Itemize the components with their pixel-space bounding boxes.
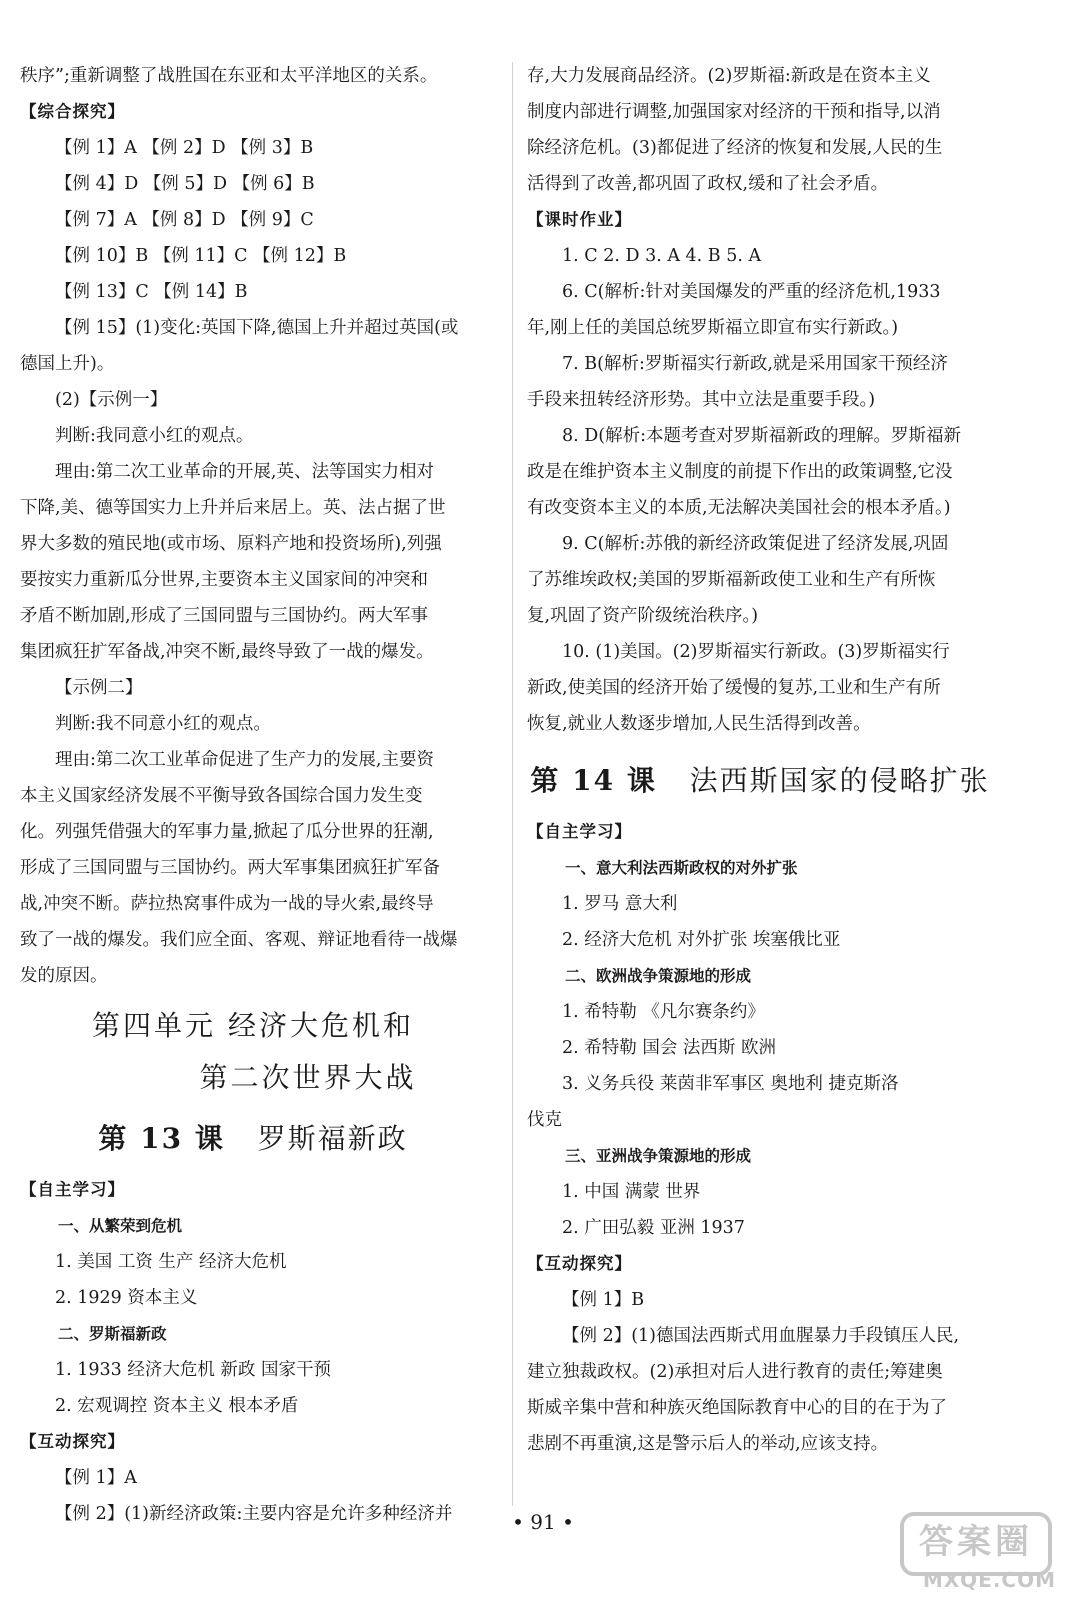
section-heading: 【自主学习】: [527, 822, 632, 841]
text-line: 集团疯狂扩军备战,冲突不断,最终导致了一战的爆发。: [20, 642, 434, 662]
answer-line: 3. 义务兵役 莱茵非军事区 奥地利 捷克斯洛: [562, 1074, 899, 1094]
text-line: 本主义国家经济发展不平衡导致各国综合国力发生变: [20, 786, 423, 806]
text-line: 【示例二】: [55, 678, 143, 698]
lesson-number: 第 14 课: [530, 764, 657, 797]
answer-line: 【例 4】D 【例 5】D 【例 6】B: [55, 174, 315, 194]
section-heading: 【互动探究】: [20, 1432, 125, 1451]
text-line: 伐克: [527, 1110, 562, 1130]
text-line: 制度内部进行调整,加强国家对经济的干预和指导,以消: [527, 102, 941, 122]
text-line: 建立独裁政权。(2)承担对后人进行教育的责任;筹建奥: [527, 1362, 943, 1382]
subsection-heading: 一、从繁荣到危机: [58, 1217, 183, 1235]
page-number: • 91 •: [512, 1510, 574, 1534]
answer-line: 2. 希特勒 国会 法西斯 欧洲: [562, 1038, 776, 1058]
lesson-name: 罗斯福新政: [257, 1122, 408, 1155]
section-heading: 【综合探究】: [20, 102, 125, 121]
text-line: 秩序”;重新调整了战胜国在东亚和太平洋地区的关系。: [20, 66, 438, 86]
text-line: 有改变资本主义的本质,无法解决美国社会的根本矛盾。): [527, 498, 951, 518]
subsection-heading: 二、罗斯福新政: [58, 1325, 167, 1343]
answer-line: 【例 1】B: [562, 1290, 645, 1310]
answer-line: 6. C(解析:针对美国爆发的严重的经济危机,1933: [562, 282, 941, 302]
text-line: 理由:第二次工业革命的开展,英、法等国实力相对: [55, 462, 434, 482]
text-line: 存,大力发展商品经济。(2)罗斯福:新政是在资本主义: [527, 66, 931, 86]
text-line: 新政,使美国的经济开始了缓慢的复苏,工业和生产有所: [527, 678, 941, 698]
unit-title-line2: 第二次世界大战: [199, 1061, 417, 1094]
subsection-heading: 三、亚洲战争策源地的形成: [565, 1147, 752, 1165]
lesson-name: 法西斯国家的侵略扩张: [689, 764, 990, 797]
text-line: 了苏维埃政权;美国的罗斯福新政使工业和生产有所恢: [527, 570, 936, 590]
answer-line: 7. B(解析:罗斯福实行新政,就是采用国家干预经济: [562, 354, 948, 374]
lesson-title: [527, 752, 993, 810]
watermark-badge: [900, 1512, 1052, 1576]
text-line: 判断:我不同意小红的观点。: [55, 714, 271, 734]
lesson-number: 第 13 课: [98, 1122, 225, 1155]
answer-line: 8. D(解析:本题考查对罗斯福新政的理解。罗斯福新: [562, 426, 962, 446]
text-line: 手段来扭转经济形势。其中立法是重要手段。): [527, 390, 876, 410]
answer-line: 1. 中国 满蒙 世界: [562, 1182, 701, 1202]
answer-line: 【例 1】A 【例 2】D 【例 3】B: [55, 138, 314, 158]
watermark-site: MXQE.COM: [922, 1568, 1056, 1592]
answer-line: 【例 2】(1)德国法西斯式用血腥暴力手段镇压人民,: [562, 1326, 960, 1346]
text-line: 德国上升)。: [20, 354, 115, 374]
text-line: 理由:第二次工业革命促进了生产力的发展,主要资: [55, 750, 434, 770]
text-line: 斯威辛集中营和种族灭绝国际教育中心的目的在于为了: [527, 1398, 947, 1418]
answer-line: 【例 1】A: [55, 1468, 137, 1488]
text-line: 致了一战的爆发。我们应全面、客观、辩证地看待一战爆: [20, 930, 458, 950]
text-line: 除经济危机。(3)都促进了经济的恢复和发展,人民的生: [527, 138, 943, 158]
answer-line: 2. 经济大危机 对外扩张 埃塞俄比亚: [562, 930, 841, 950]
text-line: 恢复,就业人数逐步增加,人民生活得到改善。: [527, 714, 871, 734]
text-line: 悲剧不再重演,这是警示后人的举动,应该支持。: [527, 1434, 889, 1454]
answer-line: 【例 13】C 【例 14】B: [55, 282, 248, 302]
answer-line: 1. C 2. D 3. A 4. B 5. A: [562, 246, 762, 266]
unit-title: 第四单元 经济大危机和: [92, 1009, 414, 1042]
answer-line: 1. 1933 经济大危机 新政 国家干预: [55, 1360, 331, 1380]
text-line: 下降,美、德等国实力上升并后来居上。英、法占据了世: [20, 498, 446, 518]
answer-line: 【例 7】A 【例 8】D 【例 9】C: [55, 210, 314, 230]
subsection-heading: 一、意大利法西斯政权的对外扩张: [565, 859, 798, 877]
answer-line: 【例 10】B 【例 11】C 【例 12】B: [55, 246, 347, 266]
watermark-logo: [903, 1512, 1058, 1590]
section-heading: 【自主学习】: [20, 1180, 125, 1199]
section-heading: 【课时作业】: [527, 210, 632, 229]
answer-line: 2. 宏观调控 资本主义 根本矛盾: [55, 1396, 299, 1416]
right-column: [527, 58, 993, 1462]
text-line: 发的原因。: [20, 966, 108, 986]
answer-line: 2. 广田弘毅 亚洲 1937: [562, 1218, 745, 1238]
column-divider: [512, 62, 513, 1506]
answer-line: 9. C(解析:苏俄的新经济政策促进了经济发展,巩固: [562, 534, 949, 554]
answer-line: 1. 希特勒 《凡尔赛条约》: [562, 1002, 765, 1022]
answer-line: 2. 1929 资本主义: [55, 1288, 198, 1308]
subsection-heading: 二、欧洲战争策源地的形成: [565, 967, 752, 985]
answer-line: 1. 美国 工资 生产 经济大危机: [55, 1252, 287, 1272]
text-line: 判断:我同意小红的观点。: [55, 426, 254, 446]
text-line: 活得到了改善,都巩固了政权,缓和了社会矛盾。: [527, 174, 889, 194]
text-line: 战,冲突不断。萨拉热窝事件成为一战的导火索,最终导: [20, 894, 434, 914]
watermark-text: 答案圈: [919, 1522, 1033, 1562]
text-line: 界大多数的殖民地(或市场、原料产地和投资场所),列强: [20, 534, 442, 554]
answer-line: 【例 2】(1)新经济政策:主要内容是允许多种经济并: [55, 1504, 453, 1524]
text-line: 形成了三国同盟与三国协约。两大军事集团疯狂扩军备: [20, 858, 440, 878]
lesson-title: [20, 1110, 486, 1168]
text-line: 复,巩固了资产阶级统治秩序。): [527, 606, 759, 626]
text-line: (2)【示例一】: [55, 390, 168, 410]
text-line: 矛盾不断加剧,形成了三国同盟与三国协约。两大军事: [20, 606, 429, 626]
answer-line: 10. (1)美国。(2)罗斯福实行新政。(3)罗斯福实行: [562, 642, 950, 662]
text-line: 要按实力重新瓜分世界,主要资本主义国家间的冲突和: [20, 570, 429, 590]
text-line: 年,刚上任的美国总统罗斯福立即宣布实行新政。): [527, 318, 899, 338]
section-heading: 【互动探究】: [527, 1254, 632, 1273]
left-column: [20, 58, 486, 1532]
text-line: 化。列强凭借强大的军事力量,掀起了瓜分世界的狂潮,: [20, 822, 434, 842]
answer-line: 1. 罗马 意大利: [562, 894, 678, 914]
text-line: 政是在维护资本主义制度的前提下作出的政策调整,它没: [527, 462, 953, 482]
answer-line: 【例 15】(1)变化:英国下降,德国上升并超过英国(或: [55, 318, 459, 338]
